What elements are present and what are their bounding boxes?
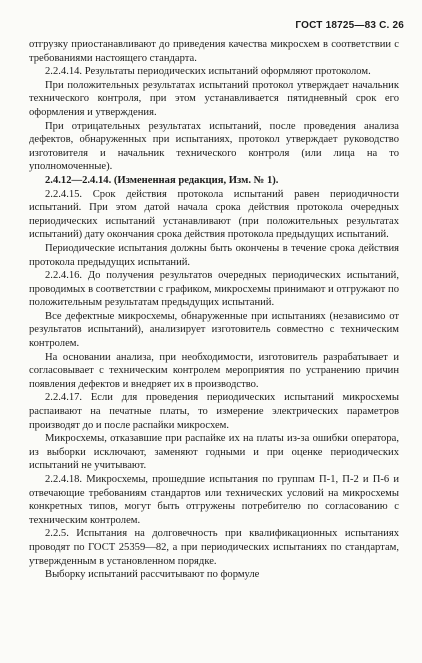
paragraph-defective-analysis: Все дефектные микросхемы, обнаруженные при испытаниях (независимо от результатов испытаний), анализирует изготовитель совместно с техническим контролем.: [29, 310, 399, 350]
paragraph-2-2-4-16: 2.2.4.16. До получения результатов очередных периодических испытаний, проводимых в соответствии с графиком, микросхемы принимают и отгружают по положительным результатам предыдущих испытаний.: [29, 270, 399, 309]
document-body: [29, 38, 399, 582]
paragraph-negative-results: При отрицательных результатах испытаний, после проведения анализа дефектов, обнаруженных при испытаниях, протокол утверждает руководство изготовителя и начальник технического контроля (или лица на то уполномоченные).: [29, 120, 399, 173]
paragraph-operator-error: Микросхемы, отказавшие при распайке их на платы из-за ошибки оператора, из выборки исключают, заменяют годными и при оценке периодических испытаний не учитывают.: [29, 433, 399, 472]
paragraph-2-2-4-18: 2.2.4.18. Микросхемы, прошедшие испытания по группам П-1, П-2 и П-6 и отвечающие требованиям стандартов или технических условий на микросхемы конкретных типов, могут быть отгружены потребителю по согласованию с техническим контролем.: [29, 474, 399, 526]
paragraph-corrective-measures: На основании анализа, при необходимости, изготовитель разрабатывает и согласовывает с техническим контролем мероприятия по устранению причин появления дефектов и внедряет их в производство.: [29, 351, 399, 390]
page-header: ГОСТ 18725—83 С. 26: [295, 20, 404, 31]
paragraph-2-2-4-14: 2.2.4.14. Результаты периодических испытаний оформляют протоколом.: [45, 66, 371, 78]
paragraph-periodic-deadline: Периодические испытания должны быть окончены в течение срока действия протокола предыдущих испытаний.: [29, 242, 399, 268]
paragraph-positive-results: При положительных результатах испытаний протокол утверждает начальник технического контроля, при этом устанавливается пятидневный срок его оформления и утверждения.: [29, 79, 399, 118]
paragraph-2-2-4-15: 2.2.4.15. Срок действия протокола испытаний равен периодичности испытаний. При этом датой начала срока действия протокола очередных периодических испытаний устанавливают (при положительных результатах испытаний) дату окончания срока действия протокола предыдущих испытаний.: [29, 188, 399, 241]
paragraph-amendment-note: 2.4.12—2.4.14. (Измененная редакция, Изм. № 1).: [45, 174, 279, 186]
paragraph-2-2-5: 2.2.5. Испытания на долговечность при квалификационных испытаниях проводят по ГОСТ 25359—82, а при периодических испытаниях по стандартам, утвержденным в установленном порядке.: [29, 528, 399, 567]
paragraph-sample-formula: Выборку испытаний рассчитывают по формуле: [45, 569, 260, 581]
paragraph-2-2-4-17: 2.2.4.17. Если для проведения периодических испытаний микросхемы распаивают на печатные платы, то измерение электрических параметров производят до и после распайки микросхем.: [29, 392, 399, 431]
paragraph-continuation: отгрузку приостанавливают до приведения качества микросхем в соответствии с требованиями настоящего стандарта.: [29, 39, 399, 64]
